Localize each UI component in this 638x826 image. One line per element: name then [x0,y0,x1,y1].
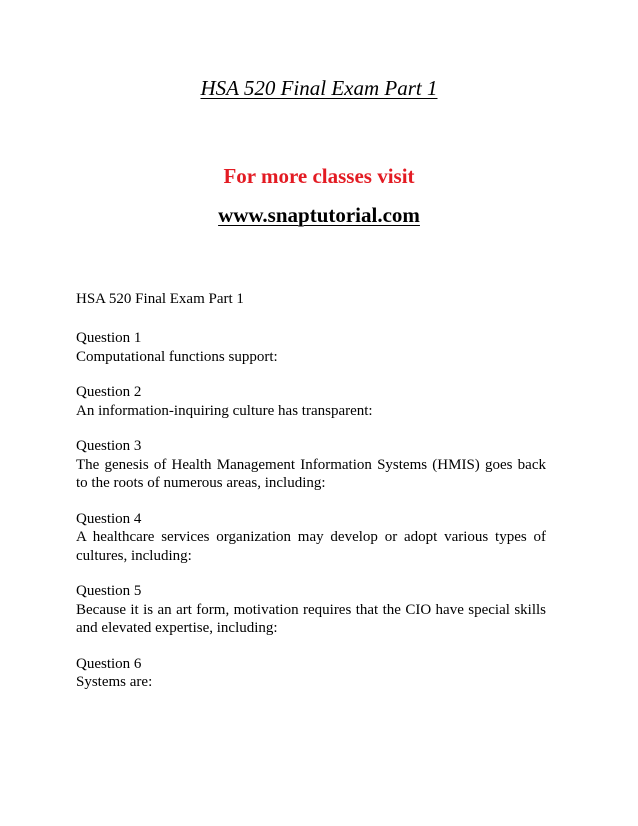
question-text: The genesis of Health Management Information Systems (HMIS) goes back to the roots of numerous areas, including: [76,456,546,491]
question-item [76,655,546,692]
question-label: Question 5 [76,583,142,599]
question-text: Systems are: [76,674,153,690]
question-text: An information-inquiring culture has transparent: [76,402,373,419]
question-text: Because it is an art form, motivation requires that the CIO have special skills and elevated expertise, including: [76,601,546,636]
question-list [76,329,546,709]
question-label: Question 1 [76,330,142,346]
question-item [76,582,546,638]
promo-text: For more classes visit [223,164,415,188]
document-title: HSA 520 Final Exam Part 1 [200,76,438,100]
section-heading: HSA 520 Final Exam Part 1 [76,291,244,307]
website-link[interactable]: www.snaptutorial.com [218,203,420,227]
question-item [76,437,546,493]
question-item [76,383,546,420]
question-label: Question 6 [76,655,142,672]
question-label: Question 2 [76,384,142,400]
question-label: Question 3 [76,438,142,454]
question-text: Computational functions support: [76,348,278,365]
question-label: Question 4 [76,510,142,527]
question-item [76,329,546,366]
question-text: A healthcare services organization may develop or adopt various types of cultures, including: [76,529,546,564]
question-item [76,510,546,566]
